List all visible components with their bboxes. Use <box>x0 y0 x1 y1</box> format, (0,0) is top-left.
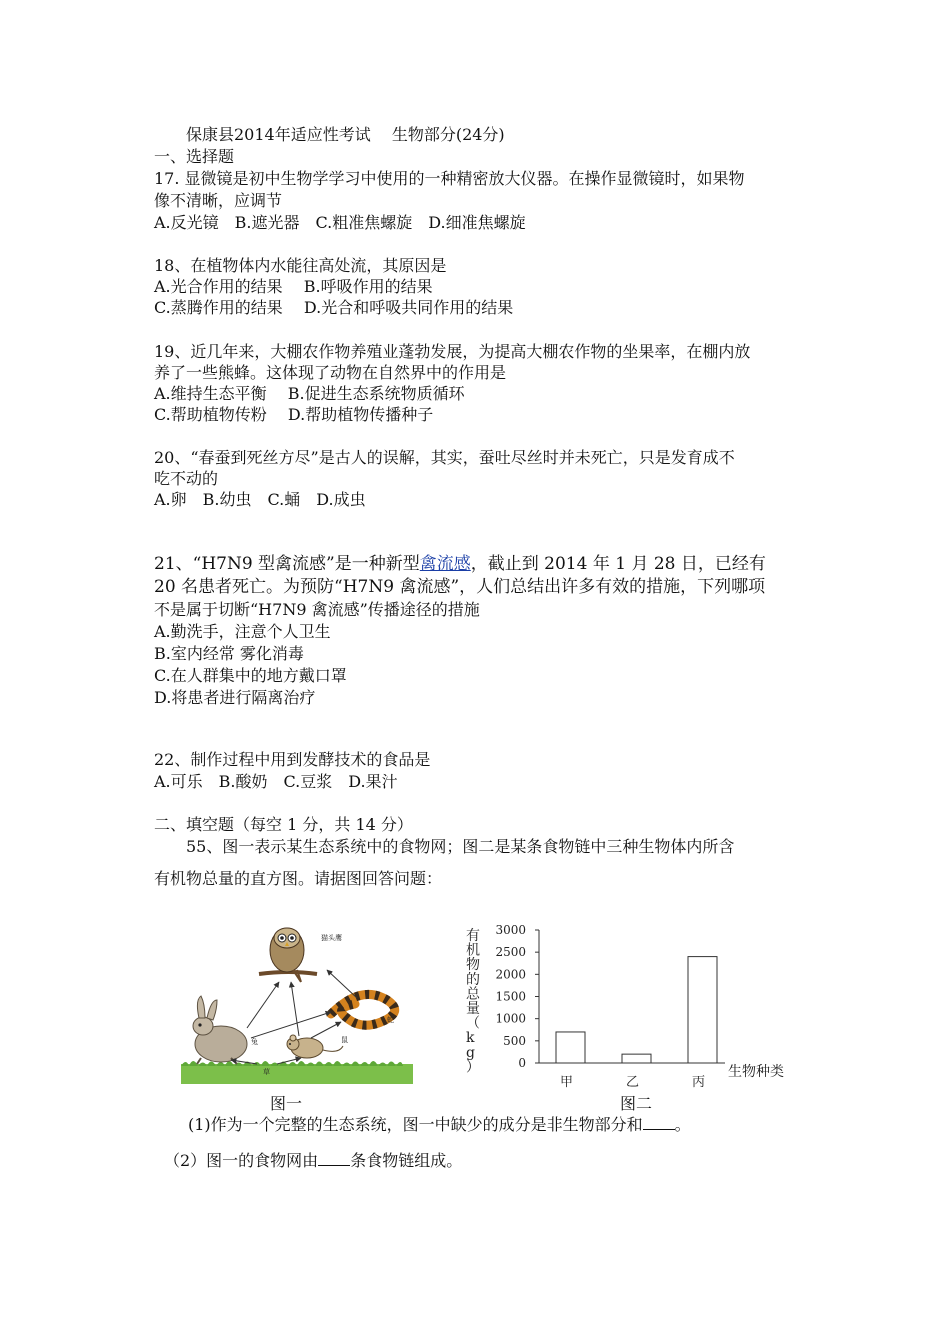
q19-options-2: C.帮助植物传粉 D.帮助植物传播种子 <box>154 405 434 424</box>
snake-illustration <box>331 994 395 1025</box>
y-label-char: 总 <box>466 986 480 1003</box>
q21-option-c: C.在人群集中的地方戴口罩 <box>154 666 347 685</box>
q19-stem-line1: 19、近几年来，大棚农作物养殖业蓬勃发展，为提高大棚农作物的坐果率，在棚内放 <box>154 342 751 361</box>
figure2-caption: 图二 <box>620 1094 653 1113</box>
exam-title: 保康县2014年适应性考试 生物部分(24分) <box>186 125 505 144</box>
answer-blank-2[interactable] <box>318 1151 350 1166</box>
q21-option-a: A.勤洗手，注意个人卫生 <box>154 622 331 641</box>
y-label-char: ） <box>466 1059 480 1076</box>
y-label-char: g <box>466 1044 475 1061</box>
y-label-char: k <box>466 1030 475 1047</box>
q21-option-b: B.室内经常 雾化消毒 <box>154 644 304 663</box>
y-label-char: 机 <box>466 942 480 959</box>
food-web-illustration <box>181 918 413 1084</box>
x-category-label: 甲 <box>559 1075 574 1090</box>
q20-options: A.卵 B.幼虫 C.蛹 D.成虫 <box>154 490 366 509</box>
section-heading-choice: 一、选择题 <box>154 147 235 166</box>
q22-stem: 22、制作过程中用到发酵技术的食品是 <box>154 750 431 769</box>
y-tick-label: 3000 <box>495 923 526 937</box>
organic-matter-bar-chart <box>460 918 800 1098</box>
q21-stem-line2: 20 名患者死亡。为预防“H7N9 禽流感”，人们总结出许多有效的措施，下列哪项 <box>154 577 766 597</box>
y-label-char: 的 <box>466 971 480 988</box>
y-tick-label: 0 <box>518 1056 526 1070</box>
snake-label: 蛇 <box>387 1016 394 1024</box>
y-axis-ticks <box>495 923 539 1070</box>
x-axis-label: 生物种类 <box>728 1064 784 1080</box>
q17-options: A.反光镜 B.遮光器 C.粗准焦螺旋 D.细准焦螺旋 <box>154 213 526 232</box>
y-tick-label: 500 <box>503 1033 526 1048</box>
y-tick-label: 1500 <box>495 989 526 1004</box>
q55-stem-line1: 55、图一表示某生态系统中的食物网；图二是某条食物链中三种生物体内所含 <box>186 837 735 856</box>
q20-stem-line1: 20、“春蚕到死丝方尽”是古人的误解，其实，蚕吐尽丝时并未死亡，只是发育成不 <box>154 448 735 467</box>
q18-options-2: C.蒸腾作用的结果 D.光合和呼吸共同作用的结果 <box>154 298 514 317</box>
q19-options-1: A.维持生态平衡 B.促进生态系统物质循环 <box>154 384 465 403</box>
y-tick-label: 2500 <box>495 945 526 960</box>
mouse-label: 鼠 <box>341 1036 348 1044</box>
q19-stem-line2: 养了一些熊蜂。这体现了动物在自然界中的作用是 <box>154 363 507 382</box>
owl-label: 猫头鹰 <box>321 934 342 942</box>
q21-option-d: D.将患者进行隔离治疗 <box>154 688 316 707</box>
grass-ground <box>181 1064 413 1084</box>
section-heading-fill: 二、填空题（每空 1 分，共 14 分） <box>154 815 413 834</box>
x-category-label: 乙 <box>625 1075 640 1090</box>
bird-flu-link[interactable]: 禽流感 <box>419 554 471 574</box>
bar-series <box>556 957 717 1063</box>
y-label-char: 量 <box>466 1001 480 1017</box>
owl-illustration <box>259 928 317 982</box>
q55-sub1: (1)作为一个完整的生态系统，图一中缺少的成分是非生物部分和 。 <box>188 1115 691 1134</box>
y-axis-label <box>466 928 481 1075</box>
q18-stem: 18、在植物体内水能往高处流，其原因是 <box>154 256 447 275</box>
q18-options-1: A.光合作用的结果 B.呼吸作用的结果 <box>154 277 433 296</box>
figure1-caption: 图一 <box>270 1094 303 1113</box>
y-label-char: 有 <box>466 928 480 944</box>
q17-stem-line2: 像不清晰，应调节 <box>154 191 283 210</box>
y-label-char: 物 <box>466 957 480 974</box>
bar-甲 <box>556 1032 585 1063</box>
y-tick-label: 1000 <box>495 1011 526 1026</box>
q17-stem-line1: 17. 显微镜是初中生物学学习中使用的一种精密放大仪器。在操作显微镜时，如果物 <box>154 169 745 188</box>
rabbit-illustration <box>193 996 247 1064</box>
x-axis-categories <box>560 1075 705 1090</box>
rabbit-label: 兔 <box>251 1038 258 1046</box>
q22-options: A.可乐 B.酸奶 C.豆浆 D.果汁 <box>154 772 398 791</box>
q55-stem-line2: 有机物总量的直方图。请据图回答问题： <box>154 869 443 888</box>
bar-丙 <box>688 957 717 1063</box>
q55-sub2: （2）图一的食物网由 条食物链组成。 <box>164 1151 463 1170</box>
mouse-illustration <box>287 1035 343 1058</box>
x-category-label: 丙 <box>691 1075 706 1090</box>
y-label-char: （ <box>466 1015 480 1032</box>
grass-label: 草 <box>263 1068 270 1076</box>
y-tick-label: 2000 <box>495 967 526 982</box>
bar-乙 <box>622 1054 651 1063</box>
q20-stem-line2: 吃不动的 <box>154 469 219 488</box>
q21-stem-line3: 不是属于切断“H7N9 禽流感”传播途径的措施 <box>154 600 480 619</box>
answer-blank-1[interactable] <box>643 1115 675 1130</box>
q21-stem-line1: 21、“H7N9 型禽流感”是一种新型禽流感，截止到 2014 年 1 月 28 日，已经有 <box>154 554 766 574</box>
